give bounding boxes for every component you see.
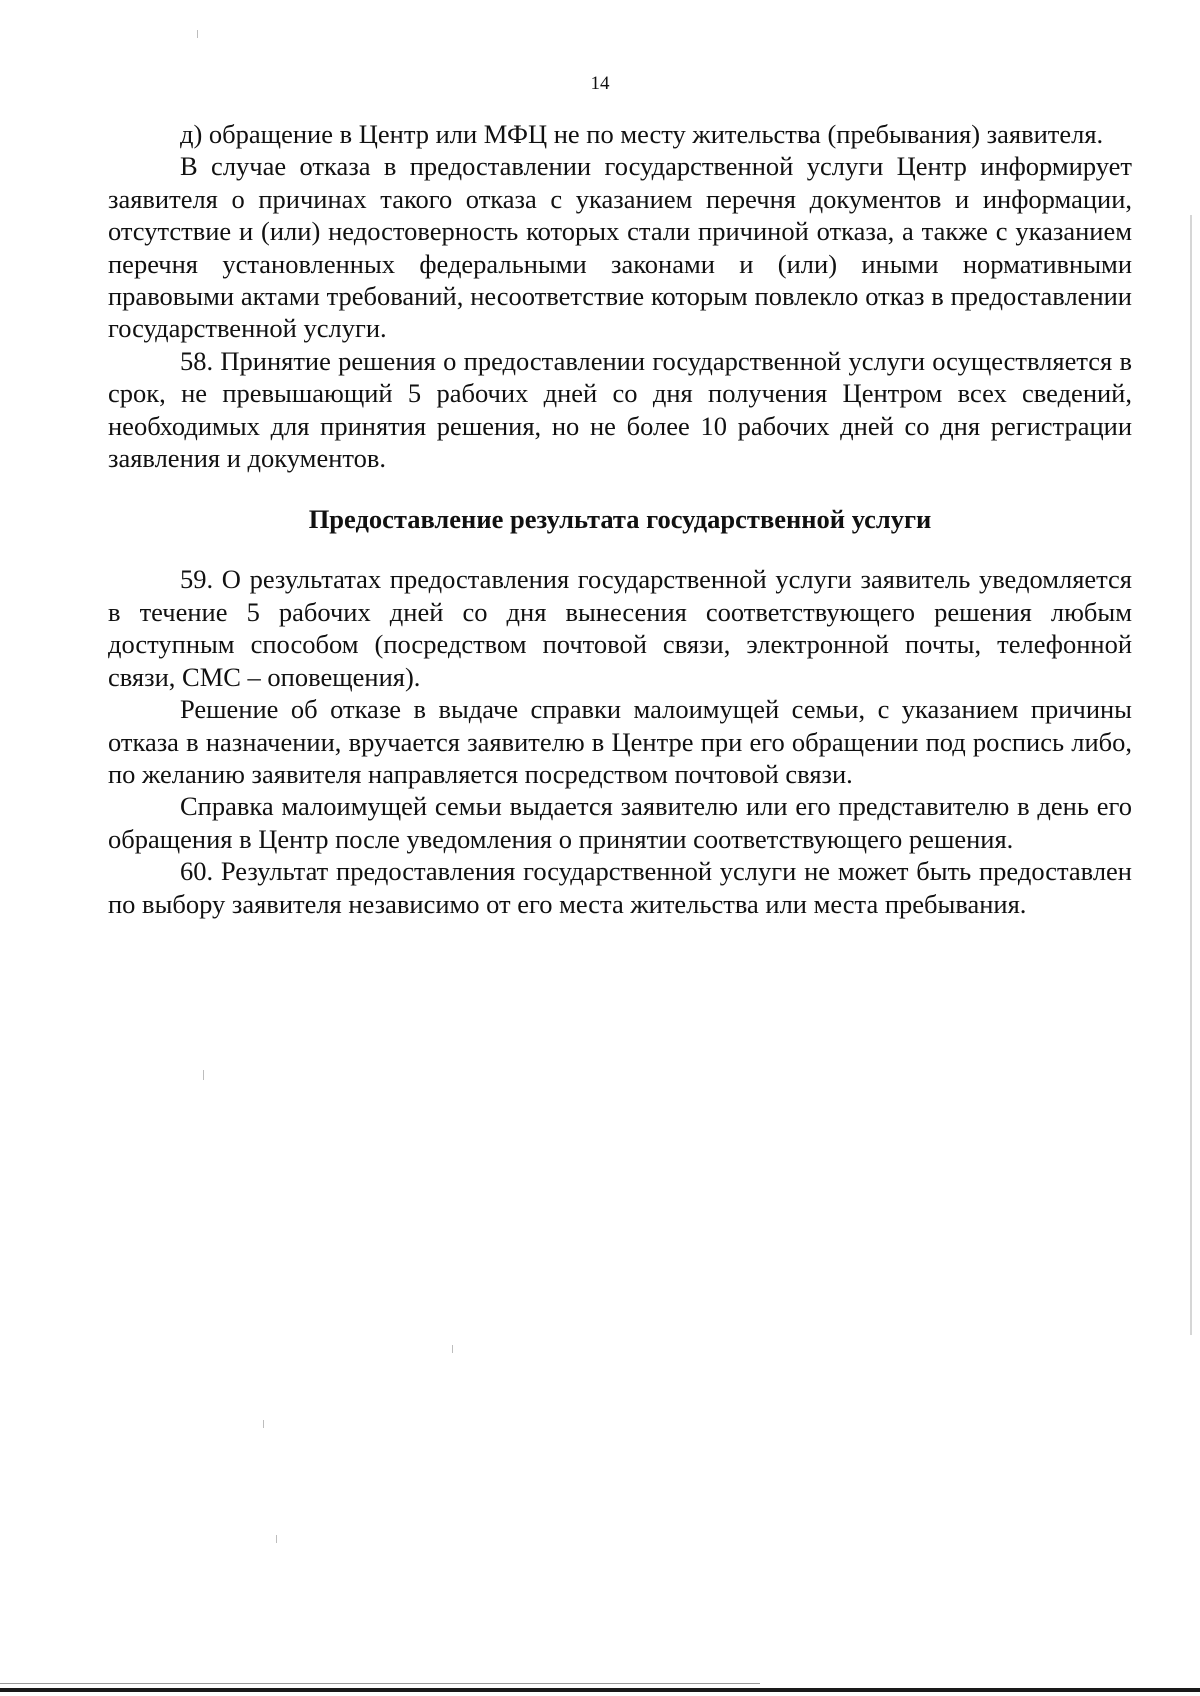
- paragraph-refusal-info: В случае отказа в предоставлении государственной услуги Центр информирует заявителя о причинах такого отказа с указанием перечня документов и информации, отсутствие и (или) недостоверность которых стали причиной отказа, а также с указанием перечня установленных федеральными законами и (или) иными нормативными правовыми актами требований, несоответствие которым повлекло отказ в предоставлении государственной услуги.: [108, 151, 1132, 344]
- paragraph-58: 58. Принятие решения о предоставлении государственной услуги осуществляется в срок, не превышающий 5 рабочих дней со дня получения Центром всех сведений, необходимых для принятия решения, но не более 10 рабочих дней со дня регистрации заявления и документов.: [108, 345, 1132, 474]
- section-heading: Предоставление результата государственной услуги: [308, 504, 932, 535]
- scan-edge-bottom: [0, 1688, 1200, 1692]
- scan-edge-right: [1190, 215, 1192, 1335]
- paragraph-certificate-issue: Справка малоимущей семьи выдается заявителю или его представителю в день его обращения в Центр после уведомления о принятии соответствующего решения.: [108, 791, 1132, 854]
- scan-speck: [276, 1535, 277, 1543]
- paragraph-60: 60. Результат предоставления государственной услуги не может быть предоставлен по выбору заявителя независимо от его места жительства или места пребывания.: [108, 856, 1132, 919]
- scan-speck: [197, 30, 198, 38]
- scan-speck: [263, 1420, 264, 1428]
- paragraph-item-d: д) обращение в Центр или МФЦ не по месту жительства (пребывания) заявителя.: [180, 119, 1104, 149]
- paragraph-refusal-decision: Решение об отказе в выдаче справки малоимущей семьи, с указанием причины отказа в назначении, вручается заявителю в Центре при его обращении под роспись либо, по желанию заявителя направляется посредством почтовой связи.: [108, 694, 1132, 789]
- paragraph-59: 59. О результатах предоставления государственной услуги заявитель уведомляется в течение 5 рабочих дней со дня вынесения соответствующего решения любым доступным способом (посредством почтовой связи, электронной почты, телефонной связи, СМС – оповещения).: [108, 564, 1132, 692]
- scan-speck: [452, 1345, 453, 1353]
- document-body: [108, 118, 1132, 920]
- scan-edge-bottom-faint: [0, 1683, 760, 1684]
- page-number: 14: [590, 73, 610, 94]
- scan-speck: [203, 1070, 204, 1080]
